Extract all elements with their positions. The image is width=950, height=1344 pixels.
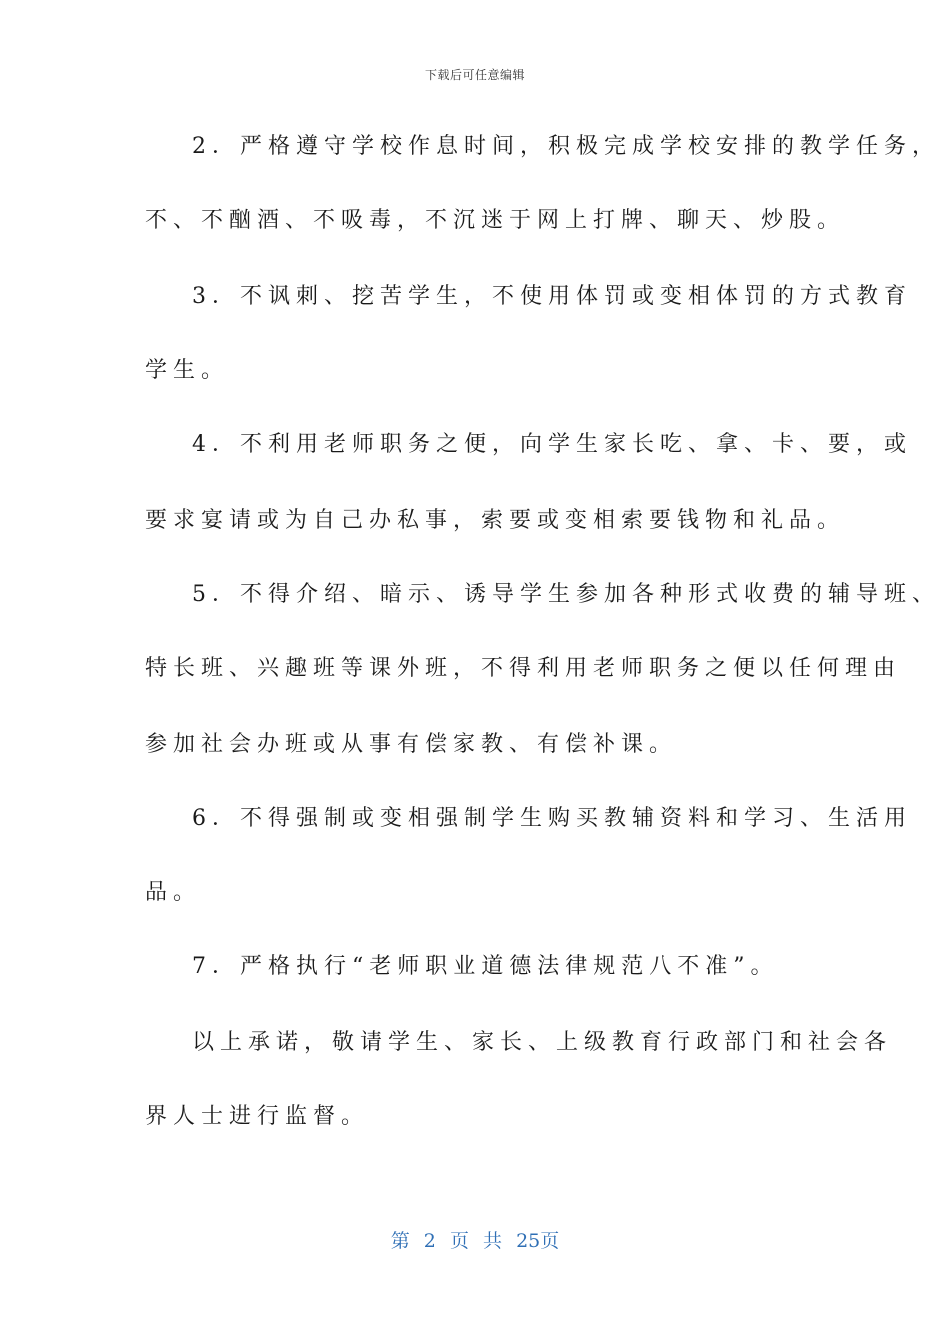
footer-total-pages: 25页 [516, 1230, 560, 1252]
header-note: 下载后可任意编辑 [424, 68, 525, 82]
footer-current-page: 2 [423, 1230, 436, 1252]
paragraph-line: 7．严格执行“老师职业道德法律规范八不准”。 [192, 954, 779, 979]
paragraph-line: 学生。 [145, 358, 230, 383]
paragraph-line: 以上承诺，敬请学生、家长、上级教育行政部门和社会各 [192, 1030, 893, 1055]
paragraph-line: 不、不酗酒、不吸毒，不沉迷于网上打牌、聊天、炒股。 [145, 208, 846, 233]
paragraph-line: 参加社会办班或从事有偿家教、有偿补课。 [145, 732, 678, 757]
paragraph-line: 2．严格遵守学校作息时间，积极完成学校安排的教学任务， [192, 134, 940, 159]
paragraph-line: 3．不讽刺、挖苦学生，不使用体罚或变相体罚的方式教育 [192, 284, 912, 309]
paragraph-line: 要求宴请或为自己办私事，索要或变相索要钱物和礼品。 [145, 508, 846, 533]
footer-label-ye: 页 [449, 1230, 469, 1252]
footer-label-gong: 共 [483, 1230, 503, 1252]
paragraph-line: 6．不得强制或变相强制学生购买教辅资料和学习、生活用 [192, 806, 912, 831]
page-footer [0, 1226, 950, 1253]
paragraph-line: 特长班、兴趣班等课外班，不得利用老师职务之便以任何理由 [145, 656, 902, 681]
paragraph-line: 4．不利用老师职务之便，向学生家长吃、拿、卡、要，或 [192, 432, 912, 457]
paragraph-line: 界人士进行监督。 [145, 1104, 370, 1129]
paragraph-line: 5．不得介绍、暗示、诱导学生参加各种形式收费的辅导班、 [192, 582, 940, 607]
footer-label-di: 第 [390, 1230, 410, 1252]
paragraph-line: 品。 [145, 880, 202, 905]
